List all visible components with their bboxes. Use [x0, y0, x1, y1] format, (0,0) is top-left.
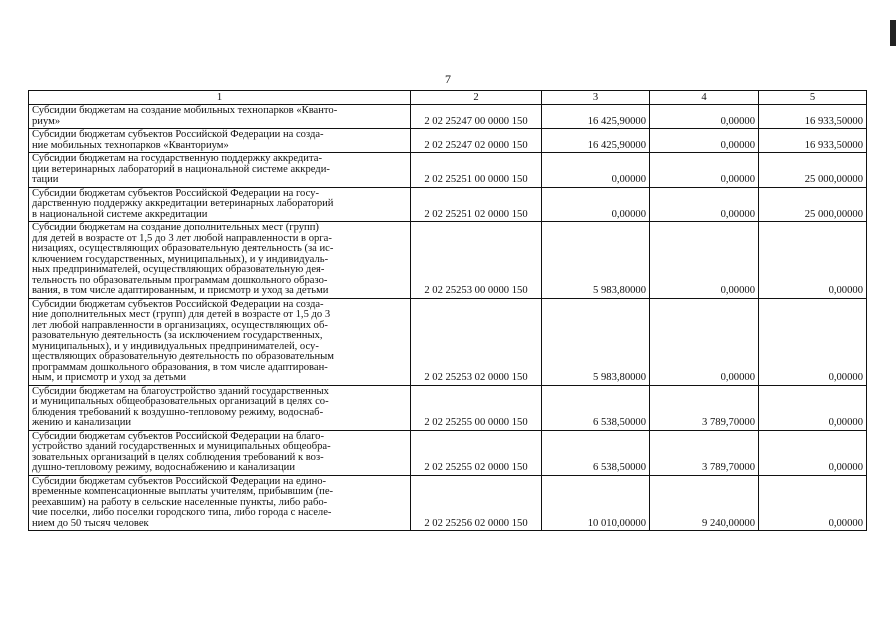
row-value-col5: 0,00000: [759, 222, 867, 299]
row-code: 2 02 25253 02 0000 150: [411, 298, 542, 385]
column-header: 5: [759, 91, 867, 105]
row-value-col4: 0,00000: [650, 105, 759, 129]
row-value-col5: 25 000,00000: [759, 187, 867, 222]
row-value-col3: 0,00000: [542, 153, 650, 188]
row-value-col5: 16 933,50000: [759, 129, 867, 153]
row-description: Субсидии бюджетам субъектов Российской Федерации на госу- дарственную поддержку аккредитации ветеринарных лабораторий в национальной системе аккредитации: [29, 187, 411, 222]
row-description: Субсидии бюджетам на создание дополнительных мест (групп) для детей в возрасте от 1,5 до 3 лет любой направленности в орга- низациях, осуществляющих образовательную деятельность (за ис- ключением государственных, муниципальных), и у индивидуаль- ных предпринимателей, осуществляющих образовательную дея- тельность по образовательным программам дошкольного образо- вания, в том числе адаптированным, и присмотр и уход за детьми: [29, 222, 411, 299]
table-row: [29, 105, 867, 129]
scan-edge-mark: [890, 20, 896, 46]
column-header: 1: [29, 91, 411, 105]
row-description: Субсидии бюджетам на государственную поддержку аккредита- ции ветеринарных лабораторий в национальной системе аккреди- тации: [29, 153, 411, 188]
column-header: 3: [542, 91, 650, 105]
row-value-col4: 0,00000: [650, 298, 759, 385]
row-code: 2 02 25253 00 0000 150: [411, 222, 542, 299]
header-row: [29, 91, 867, 105]
table-row: [29, 430, 867, 475]
row-description: Субсидии бюджетам на благоустройство зданий государственных и муниципальных общеобразовательных организаций в целях со- блюдения требований к воздушно-тепловому режиму, водоснаб- жению и канализации: [29, 385, 411, 430]
row-value-col4: 0,00000: [650, 129, 759, 153]
table-row: [29, 187, 867, 222]
row-value-col3: 5 983,80000: [542, 222, 650, 299]
row-value-col4: 0,00000: [650, 153, 759, 188]
row-code: 2 02 25247 00 0000 150: [411, 105, 542, 129]
row-value-col3: 0,00000: [542, 187, 650, 222]
row-value-col4: 3 789,70000: [650, 385, 759, 430]
table-row: [29, 129, 867, 153]
row-description: Субсидии бюджетам субъектов Российской Федерации на созда- ние мобильных технопарков «Кванториум»: [29, 129, 411, 153]
table-row: [29, 385, 867, 430]
row-code: 2 02 25247 02 0000 150: [411, 129, 542, 153]
column-header: 4: [650, 91, 759, 105]
table-row: [29, 298, 867, 385]
budget-table: [28, 90, 867, 531]
row-code: 2 02 25251 02 0000 150: [411, 187, 542, 222]
table-row: [29, 475, 867, 531]
table-row: [29, 222, 867, 299]
row-value-col3: 16 425,90000: [542, 105, 650, 129]
row-value-col3: 5 983,80000: [542, 298, 650, 385]
row-description: Субсидии бюджетам субъектов Российской Федерации на созда- ние дополнительных мест (групп) для детей в возрасте от 1,5 до 3 лет любой направленности в организациях, осуществляющих об- разовательную деятельность (за исключением государственных, муниципальных), и у индивидуальных предпринимателей, осу- ществляющих образовательную деятельность по образовательным программам дошкольного образования, в том числе адаптирован- ным, и присмотр и уход за детьми: [29, 298, 411, 385]
row-code: 2 02 25255 02 0000 150: [411, 430, 542, 475]
row-value-col5: 16 933,50000: [759, 105, 867, 129]
row-code: 2 02 25256 02 0000 150: [411, 475, 542, 531]
row-value-col4: 0,00000: [650, 222, 759, 299]
row-value-col5: 0,00000: [759, 475, 867, 531]
row-value-col4: 3 789,70000: [650, 430, 759, 475]
row-code: 2 02 25251 00 0000 150: [411, 153, 542, 188]
table-row: [29, 153, 867, 188]
page-number: 7: [445, 72, 451, 86]
row-description: Субсидии бюджетам на создание мобильных технопарков «Кванто- риум»: [29, 105, 411, 129]
row-value-col3: 10 010,00000: [542, 475, 650, 531]
row-value-col5: 25 000,00000: [759, 153, 867, 188]
row-value-col3: 16 425,90000: [542, 129, 650, 153]
row-value-col3: 6 538,50000: [542, 385, 650, 430]
row-value-col3: 6 538,50000: [542, 430, 650, 475]
row-value-col4: 0,00000: [650, 187, 759, 222]
row-value-col5: 0,00000: [759, 430, 867, 475]
row-value-col4: 9 240,00000: [650, 475, 759, 531]
column-header: 2: [411, 91, 542, 105]
row-value-col5: 0,00000: [759, 298, 867, 385]
row-description: Субсидии бюджетам субъектов Российской Федерации на благо- устройство зданий государственных и муниципальных общеобра- зовательных организаций в целях соблюдения требований к воз- душно-тепловому режиму, водоснабжению и канализации: [29, 430, 411, 475]
row-code: 2 02 25255 00 0000 150: [411, 385, 542, 430]
row-description: Субсидии бюджетам субъектов Российской Федерации на едино- временные компенсационные выплаты учителям, прибывшим (пе- реехавшим) на работу в сельские населенные пункты, либо рабо- чие поселки, либо поселки городского типа, либо города с населе- нием до 50 тысяч человек: [29, 475, 411, 531]
row-value-col5: 0,00000: [759, 385, 867, 430]
